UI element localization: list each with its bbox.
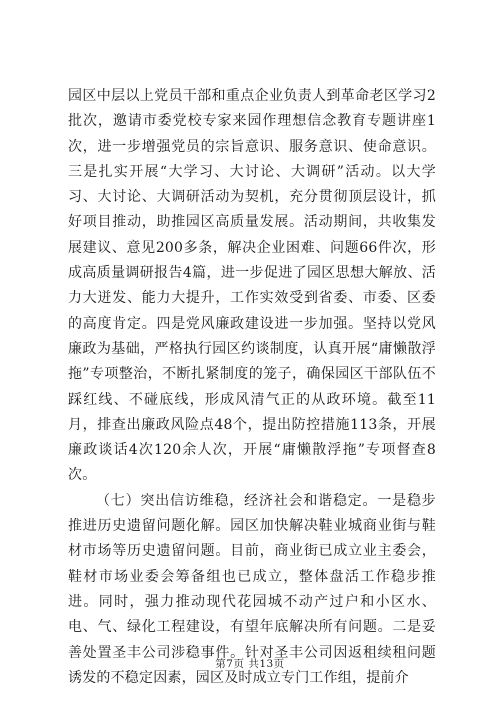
paragraph-party-building: 园区中层以上党员干部和重点企业负责人到革命老区学习2批次，邀请市委党校专家来园作理想信念教育专题讲座1次，进一步增强党员的宗旨意识、服务意识、使命意识。三是扎实开展“大学习、大讨论、大调研”活动。以大学习、大讨论、大调研活动为契机，充分贯彻顶层设计，抓好项目推动，助推园区高质量发展。活动期间，共收集发展建议、意见200多条，解决企业困难、问题66件次，形成高质量调研报告4篇，进一步促进了园区思想大解放、活力大迸发、能力大提升，工作实效受到省委、市委、区委的高度肯定。四是党风廉政建设进一步加强。坚持以党风廉政为基础，严格执行园区约谈制度，认真开展“庸懒散浮拖”专项整治，不断扎紧制度的笼子，确保园区干部队伍不踩红线、不碰底线，形成风清气正的从政环境。截至11月，排查出廉政风险点48个，提出防控措施113条，开展廉政谈话4次120余人次，开展“庸懒散浮拖”专项督查8次。 — [68, 88, 436, 484]
document-body — [68, 84, 436, 691]
paragraph-petition-stability: （七）突出信访维稳，经济社会和谐稳定。一是稳步推进历史遗留问题化解。园区加快解决鞋业城商业街与鞋材市场等历史遗留问题。目前，商业街已成立业主委会，鞋材市场业委会筹备组也已成立，整体盘活工作稳步推进。同时，强力推动现代花园城不动产过户和小区水、电、气、绿化工程建设，有望年底解决所有问题。二是妥善处置圣丰公司涉稳事件。针对圣丰公司因返租续租问题诱发的不稳定因素，园区及时成立专门工作组，提前介 — [68, 492, 436, 686]
page-footer: 第7页 共13页 — [215, 658, 285, 670]
